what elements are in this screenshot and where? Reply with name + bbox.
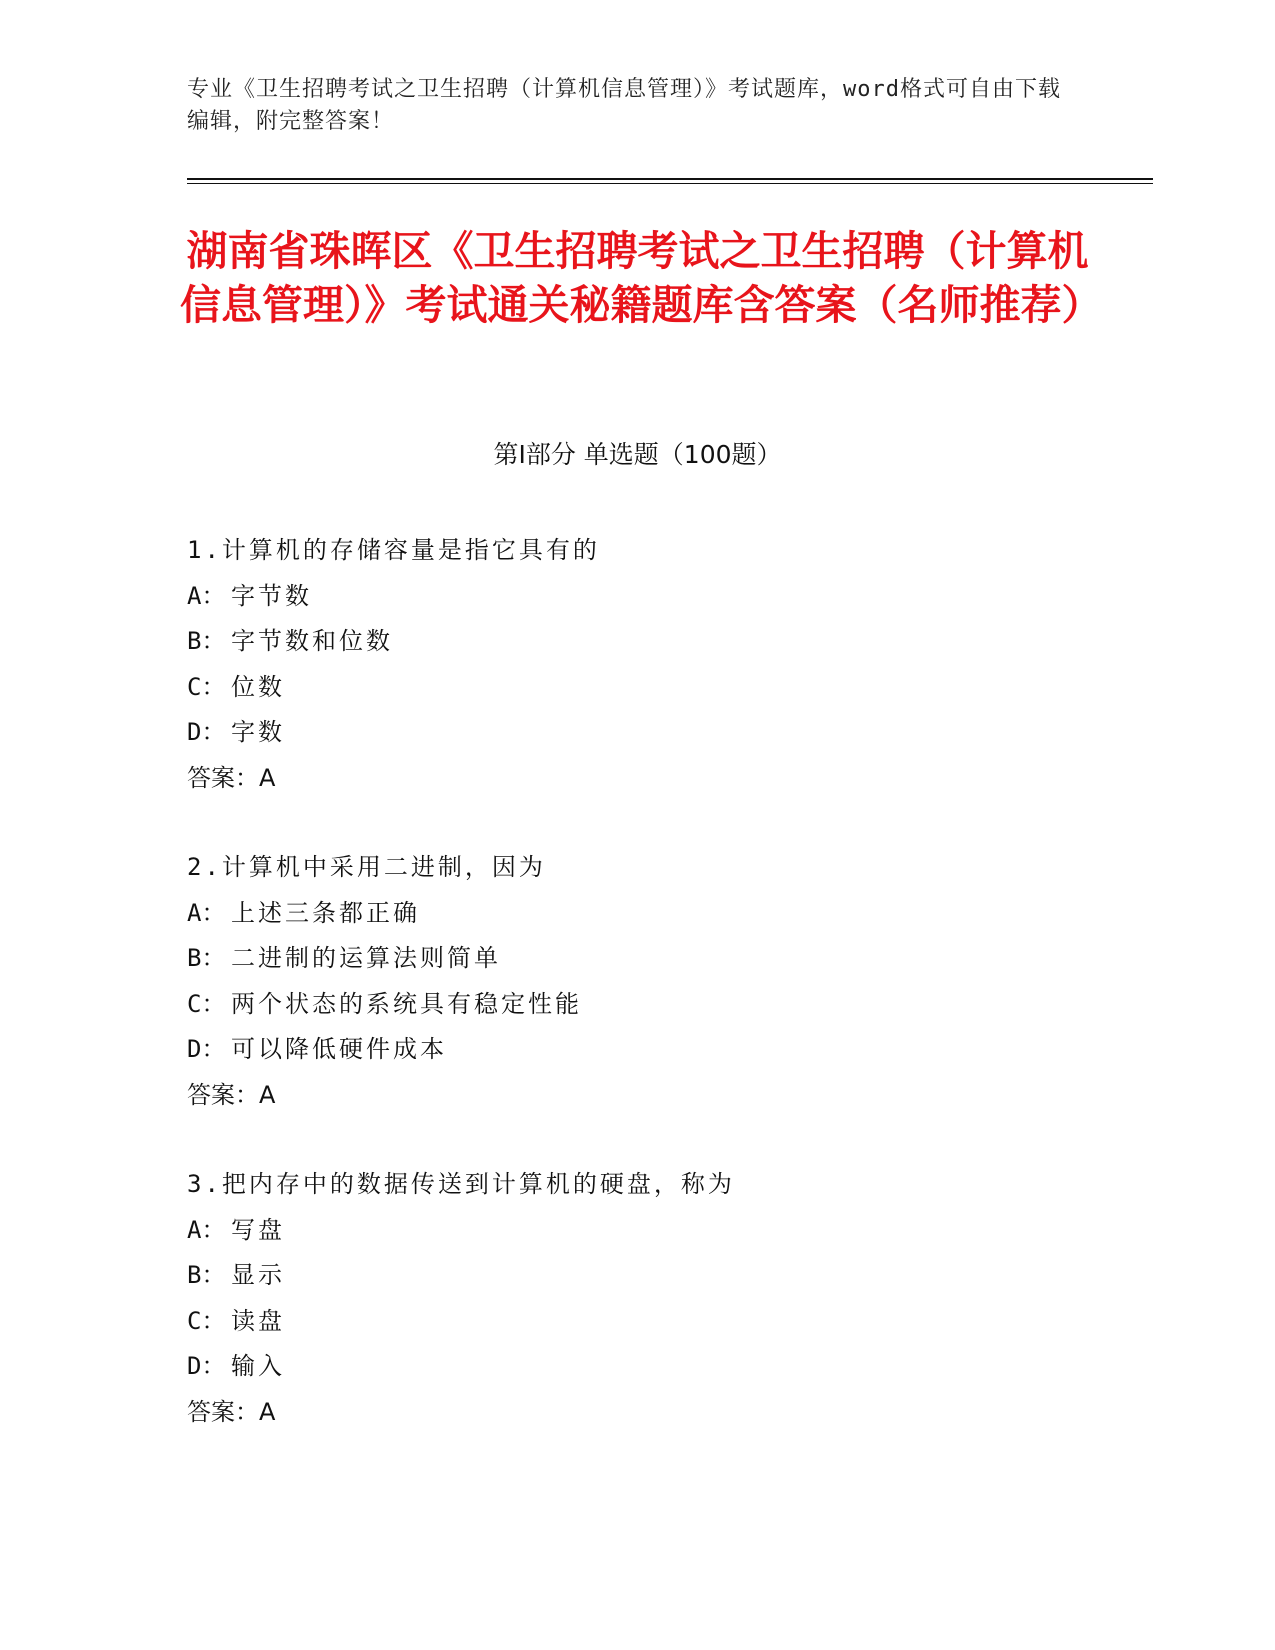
option-text: 两个状态的系统具有稳定性能 xyxy=(231,989,582,1018)
option-b xyxy=(187,619,1087,665)
answer-label: 答案： xyxy=(187,763,259,792)
option-label: C： xyxy=(187,672,226,701)
section-heading: 第Ⅰ部分 单选题（100题） xyxy=(493,440,782,469)
question-3 xyxy=(187,1162,1087,1435)
option-label: B： xyxy=(187,944,226,972)
option-label: B： xyxy=(187,627,226,655)
option-text: 字节数 xyxy=(231,581,312,610)
answer-value: A xyxy=(259,1397,276,1426)
option-label: C： xyxy=(187,989,226,1018)
option-label: D： xyxy=(187,718,226,746)
option-text: 显示 xyxy=(231,1261,285,1289)
option-text: 二进制的运算法则简单 xyxy=(231,944,501,972)
option-label: D： xyxy=(187,1352,226,1380)
question-list xyxy=(187,528,1087,1479)
option-text: 读盘 xyxy=(231,1306,285,1335)
question-stem xyxy=(187,845,1087,891)
answer-line xyxy=(187,1390,1087,1436)
option-c xyxy=(187,982,1087,1028)
option-a xyxy=(187,1208,1087,1254)
option-label: A： xyxy=(187,581,226,610)
option-label: C： xyxy=(187,1306,226,1335)
question-stem xyxy=(187,1162,1087,1208)
option-text: 位数 xyxy=(231,672,285,701)
question-1 xyxy=(187,528,1087,801)
question-stem xyxy=(187,528,1087,574)
answer-label: 答案： xyxy=(187,1080,259,1109)
option-c xyxy=(187,665,1087,711)
option-text: 上述三条都正确 xyxy=(231,898,420,927)
option-text: 字数 xyxy=(231,718,285,746)
answer-value: A xyxy=(259,1080,276,1109)
option-text: 输入 xyxy=(231,1352,285,1380)
option-d xyxy=(187,1027,1087,1073)
option-label: A： xyxy=(187,1215,226,1244)
question-text: 计算机的存储容量是指它具有的 xyxy=(221,536,600,564)
header-note: 专业《卫生招聘考试之卫生招聘（计算机信息管理）》考试题库，word格式可自由下载编辑，附完整答案！ xyxy=(187,77,1061,134)
option-d xyxy=(187,1344,1087,1390)
option-d xyxy=(187,710,1087,756)
option-text: 字节数和位数 xyxy=(231,627,393,655)
option-a xyxy=(187,891,1087,937)
question-text: 计算机中采用二进制，因为 xyxy=(221,853,546,881)
question-number: 2. xyxy=(187,853,222,881)
option-a xyxy=(187,574,1087,620)
question-number: 3. xyxy=(187,1170,222,1198)
document-title: 湖南省珠晖区《卫生招聘考试之卫生招聘（计算机信息管理）》考试通关秘籍题库含答案（名师推荐） xyxy=(180,227,1103,329)
answer-label: 答案： xyxy=(187,1397,259,1426)
header-divider-thick xyxy=(187,178,1153,180)
option-label: A： xyxy=(187,898,226,927)
question-number: 1. xyxy=(187,536,222,564)
option-c xyxy=(187,1299,1087,1345)
header-divider-thin xyxy=(187,183,1153,184)
answer-line xyxy=(187,1073,1087,1119)
option-label: D： xyxy=(187,1035,226,1063)
option-text: 可以降低硬件成本 xyxy=(231,1035,447,1063)
option-label: B： xyxy=(187,1261,226,1289)
question-text: 把内存中的数据传送到计算机的硬盘，称为 xyxy=(221,1170,735,1198)
option-b xyxy=(187,936,1087,982)
answer-line xyxy=(187,756,1087,802)
option-b xyxy=(187,1253,1087,1299)
option-text: 写盘 xyxy=(231,1215,285,1244)
answer-value: A xyxy=(259,763,276,792)
question-2 xyxy=(187,845,1087,1118)
